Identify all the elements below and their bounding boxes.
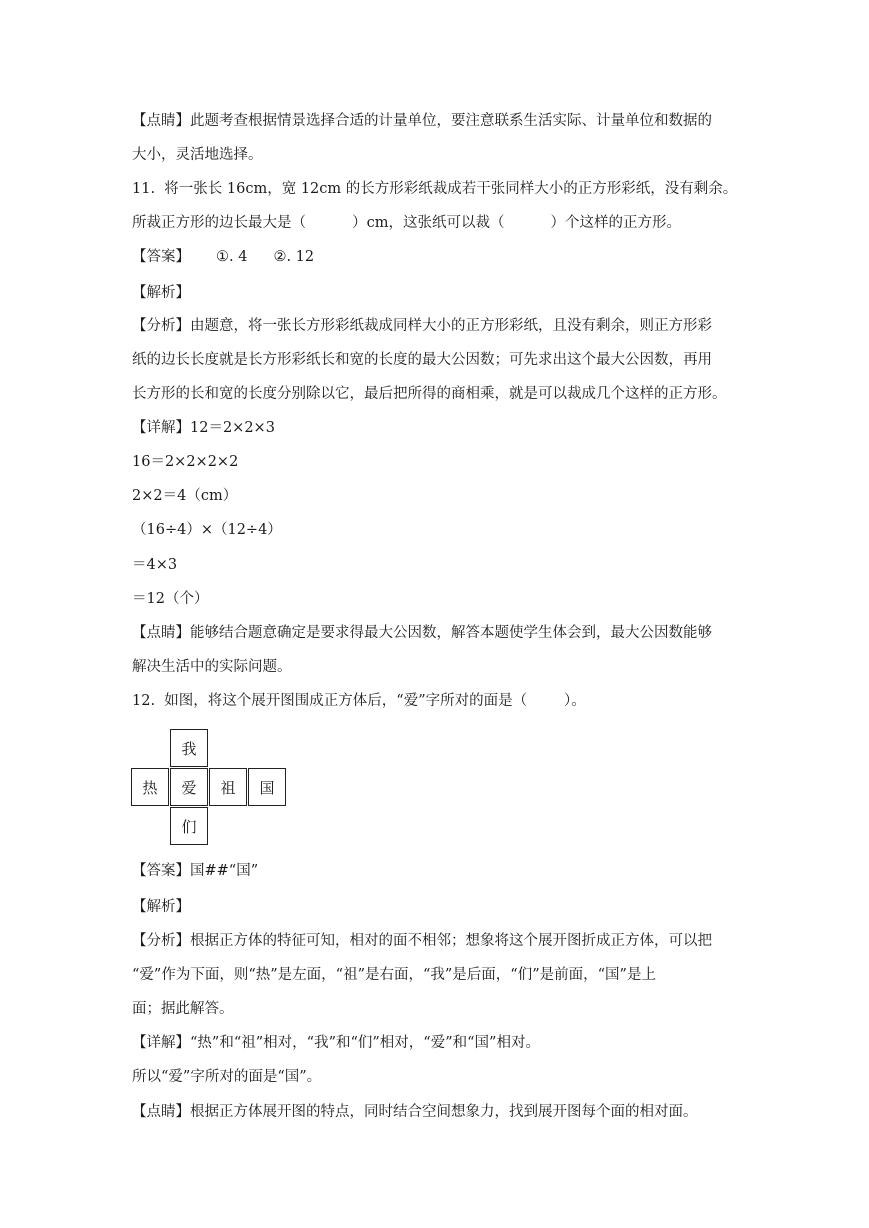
q11-answer bbox=[132, 247, 314, 267]
q11-xiangjie-line4: （16÷4）×（12÷4） bbox=[132, 522, 282, 538]
q11-dianjing-line2: 解决生活中的实际问题。 bbox=[132, 659, 292, 675]
q12-fenxi-line2: “爱”作为下面，则“热”是左面，“祖”是右面，“我”是后面，“们”是前面，“国”是上 bbox=[132, 967, 656, 983]
net-cell-right1: 祖 bbox=[209, 768, 247, 806]
q11-dianjing-line1: 【点睛】能够结合题意确定是要求得最大公因数，解答本题使学生体会到，最大公因数能够 bbox=[132, 625, 712, 641]
q11-stem-line2: 所裁正方形的边长最大是（ ）cm，这张纸可以裁（ ）个这样的正方形。 bbox=[132, 215, 682, 231]
q11-answer-2: ②. 12 bbox=[273, 249, 315, 265]
net-cell-left: 热 bbox=[131, 768, 169, 806]
q11-xiangjie-line2: 16＝2×2×2×2 bbox=[132, 454, 239, 470]
q12-fenxi-line1: 【分析】根据正方体的特征可知，相对的面不相邻；想象将这个展开图折成正方体，可以把 bbox=[132, 933, 712, 949]
q11-fenxi-line2: 纸的边长长度就是长方形彩纸长和宽的长度的最大公因数；可先求出这个最大公因数，再用 bbox=[132, 352, 712, 368]
q12-xiangjie-line1: 【详解】“热”和“祖”相对，“我”和“们”相对，“爱”和“国”相对。 bbox=[132, 1035, 540, 1051]
q11-xiangjie-line5: ＝4×3 bbox=[132, 557, 178, 573]
q11-answer-1: ①. 4 bbox=[216, 249, 248, 265]
q12-xiangjie-line2: 所以“爱”字所对的面是“国”。 bbox=[132, 1069, 322, 1085]
q11-fenxi-line3: 长方形的长和宽的长度分别除以它，最后把所得的商相乘，就是可以裁成几个这样的正方形。 bbox=[132, 386, 727, 402]
net-cell-bottom: 们 bbox=[170, 807, 208, 845]
q12-jiexi: 【解析】 bbox=[132, 899, 190, 915]
q11-xiangjie-line6: ＝12（个） bbox=[132, 591, 209, 607]
q10-dianjing-line1: 【点睛】此题考查根据情景选择合适的计量单位，要注意联系生活实际、计量单位和数据的 bbox=[132, 113, 712, 129]
net-cell-right2: 国 bbox=[248, 768, 286, 806]
q11-fenxi-line1: 【分析】由题意，将一张长方形彩纸裁成同样大小的正方形彩纸，且没有剩余，则正方形彩 bbox=[132, 318, 712, 334]
q11-xiangjie-line1: 【详解】12＝2×2×3 bbox=[132, 420, 275, 436]
q11-answer-label: 【答案】 bbox=[132, 249, 190, 265]
q10-dianjing-line2: 大小，灵活地选择。 bbox=[132, 147, 263, 163]
q12-dianjing-line1: 【点睛】根据正方体展开图的特点，同时结合空间想象力，找到展开图每个面的相对面。 bbox=[132, 1104, 698, 1120]
q12-stem: 12. 如图，将这个展开图围成正方体后，“爱”字所对的面是（ ）。 bbox=[132, 693, 586, 709]
net-cell-top: 我 bbox=[170, 729, 208, 767]
q11-jiexi: 【解析】 bbox=[132, 285, 190, 301]
cube-net-figure bbox=[131, 729, 291, 847]
q11-stem-line1: 11. 将一张长 16cm，宽 12cm 的长方形彩纸裁成若干张同样大小的正方形彩纸，没有剩余。 bbox=[132, 181, 738, 197]
q12-answer: 【答案】国##“国” bbox=[132, 863, 259, 879]
q12-fenxi-line3: 面；据此解答。 bbox=[132, 1001, 234, 1017]
q11-xiangjie-line3: 2×2＝4（cm） bbox=[132, 488, 238, 504]
net-cell-center: 爱 bbox=[170, 768, 208, 806]
